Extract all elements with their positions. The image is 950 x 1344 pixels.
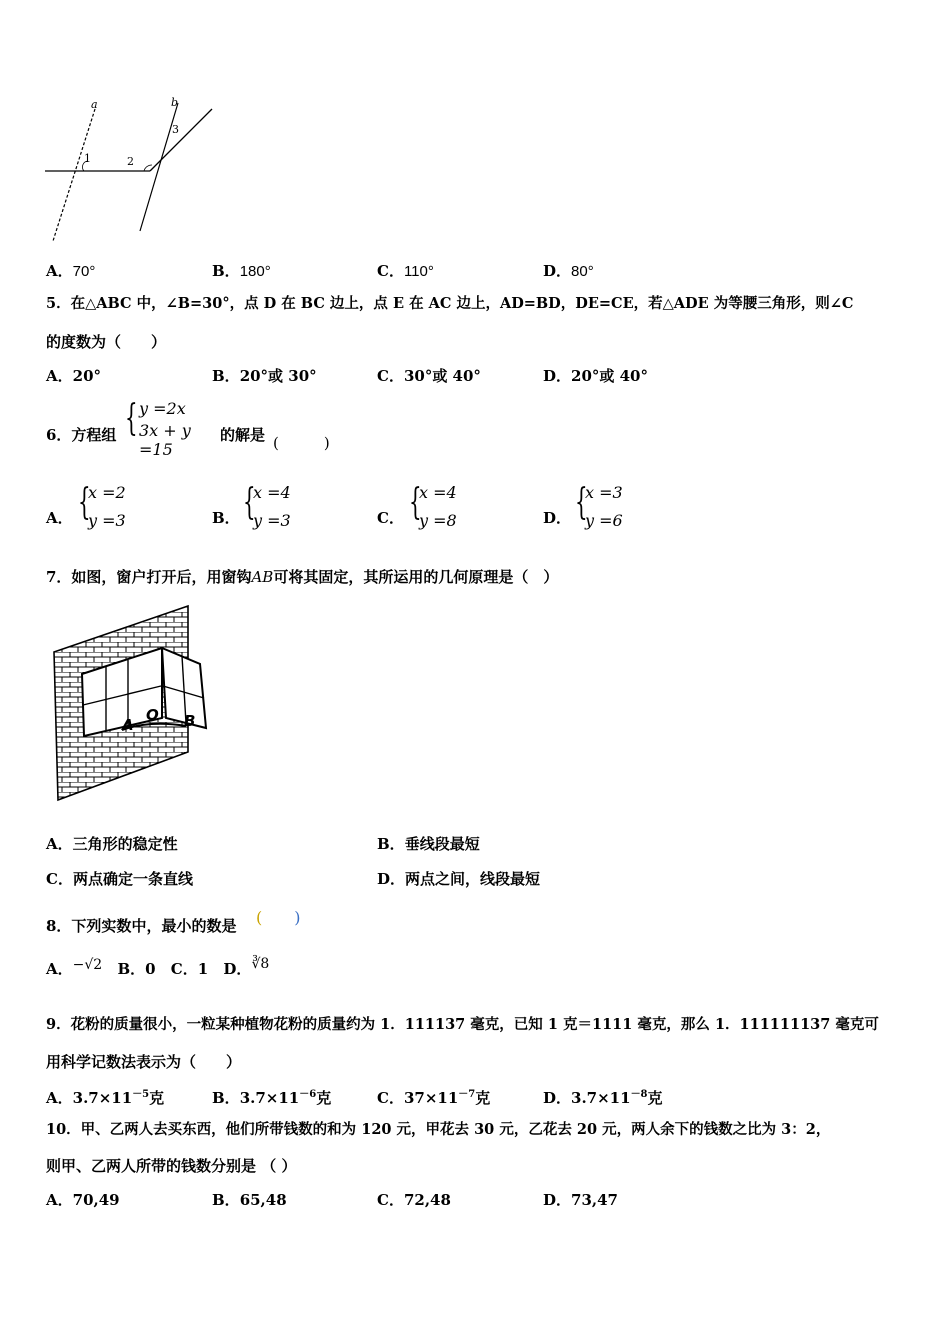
brace-icon: { xyxy=(243,482,256,523)
q5-option-d[interactable]: D．20°或 40° xyxy=(543,367,648,385)
q6-prefix: 6．方程组 xyxy=(46,426,117,444)
q6-option-b[interactable]: { x =4 y =3 xyxy=(243,482,291,530)
q7-option-b[interactable]: B．垂线段最短 xyxy=(377,835,480,853)
q9-option-b[interactable]: B．$3.7\times 11^{-6}$克 xyxy=(212,1089,332,1107)
q6-paren: ( ) xyxy=(273,434,330,452)
q10-option-b[interactable]: B．65,48 xyxy=(212,1191,287,1209)
q4-label-a: a xyxy=(91,98,98,111)
q5-option-c[interactable]: C．30°或 40° xyxy=(377,367,481,385)
q6-option-a-letter[interactable]: A． xyxy=(46,509,73,527)
q4-label-2: 2 xyxy=(127,155,134,168)
brace-icon: { xyxy=(409,482,422,523)
q7-window-figure xyxy=(50,602,210,804)
q5-stem-line1: 5．在△ABC 中，∠B=30°，点 D 在 BC 边上，点 E 在 AC 边上，AD=BD，DE=CE，若△ADE 为等腰三角形，则∠C xyxy=(46,295,854,312)
q10-option-c[interactable]: C．72,48 xyxy=(377,1191,451,1209)
q6-option-a[interactable]: { x =2 y =3 xyxy=(78,482,126,530)
q9-option-c[interactable]: C．$37\times 11^{-7}$克 xyxy=(377,1089,491,1107)
q6-eq1: y =2x xyxy=(139,399,186,418)
q4-label-1: 1 xyxy=(84,152,91,165)
q4-option-a[interactable]: A．70° xyxy=(46,262,96,280)
q8-option-b[interactable]: B．0 xyxy=(117,960,156,978)
q9-stem-line1: 9．花粉的质量很小，一粒某种植物花粉的质量约为 1．111137 毫克，已知 1 克＝1111 毫克，那么 1．111111137 毫克可 xyxy=(46,1016,879,1033)
q9-option-d[interactable]: D．$3.7\times 11^{-8}$克 xyxy=(543,1089,663,1107)
q9-stem-line2: 用科学记数法表示为（ ） xyxy=(46,1053,242,1071)
q10-stem-line2: 则甲、乙两人所带的钱数分别是 （ ） xyxy=(46,1157,297,1175)
q4-option-b[interactable]: B．180° xyxy=(212,262,271,280)
q7-stem: 7．如图，窗户打开后，用窗钩AB可将其固定，其所运用的几何原理是（ ） xyxy=(46,568,559,586)
brace-icon: { xyxy=(125,398,138,439)
q6-eq2: 3x + y =15 xyxy=(139,421,191,459)
q6-system xyxy=(125,398,225,459)
q7-option-d[interactable]: D．两点之间，线段最短 xyxy=(377,870,541,888)
q4-label-3: 3 xyxy=(172,123,179,136)
q7-option-a[interactable]: A．三角形的稳定性 xyxy=(46,835,178,853)
q7-label-b: B xyxy=(184,712,196,730)
q8-paren: ( ) xyxy=(256,908,301,927)
q7-label-a: A xyxy=(122,716,134,734)
q6-option-d[interactable]: { x =3 y =6 xyxy=(575,482,623,530)
q6-option-c-letter[interactable]: C． xyxy=(377,509,404,527)
q4-label-b: b xyxy=(171,96,179,109)
q5-stem-line2: 的度数为（ ） xyxy=(46,333,167,351)
q8-stem: 8．下列实数中，最小的数是 xyxy=(46,917,237,935)
q8-options xyxy=(46,956,270,980)
q4-figure xyxy=(40,95,230,250)
q8-option-a[interactable]: A．−√2 xyxy=(46,957,103,978)
q8-option-d[interactable]: D．∛8 xyxy=(223,956,270,978)
q4-option-d[interactable]: D．80° xyxy=(543,262,594,280)
q6-suffix: 的解是 xyxy=(220,426,266,444)
q10-option-a[interactable]: A．70,49 xyxy=(46,1191,120,1209)
q10-stem-line1: 10．甲、乙两人去买东西，他们所带钱数的和为 120 元，甲花去 30 元，乙花去 20 元，两人余下的钱数之比为 3：2， xyxy=(46,1121,831,1138)
q5-option-a[interactable]: A．20° xyxy=(46,367,102,385)
q9-option-a[interactable]: A．$3.7\times 11^{-5}$克 xyxy=(46,1089,165,1107)
q8-option-c[interactable]: C．1 xyxy=(170,960,209,978)
q6-option-c[interactable]: { x =4 y =8 xyxy=(409,482,457,530)
brace-icon: { xyxy=(78,482,91,523)
brace-icon: { xyxy=(575,482,588,523)
q10-option-d[interactable]: D．73,47 xyxy=(543,1191,618,1209)
q6-option-d-letter[interactable]: D． xyxy=(543,509,572,527)
q4-option-c[interactable]: C．110° xyxy=(377,262,434,280)
q5-option-b[interactable]: B．20°或 30° xyxy=(212,367,317,385)
q7-label-o: O xyxy=(146,706,159,724)
q6-option-b-letter[interactable]: B． xyxy=(212,509,240,527)
q7-option-c[interactable]: C．两点确定一条直线 xyxy=(46,870,193,888)
